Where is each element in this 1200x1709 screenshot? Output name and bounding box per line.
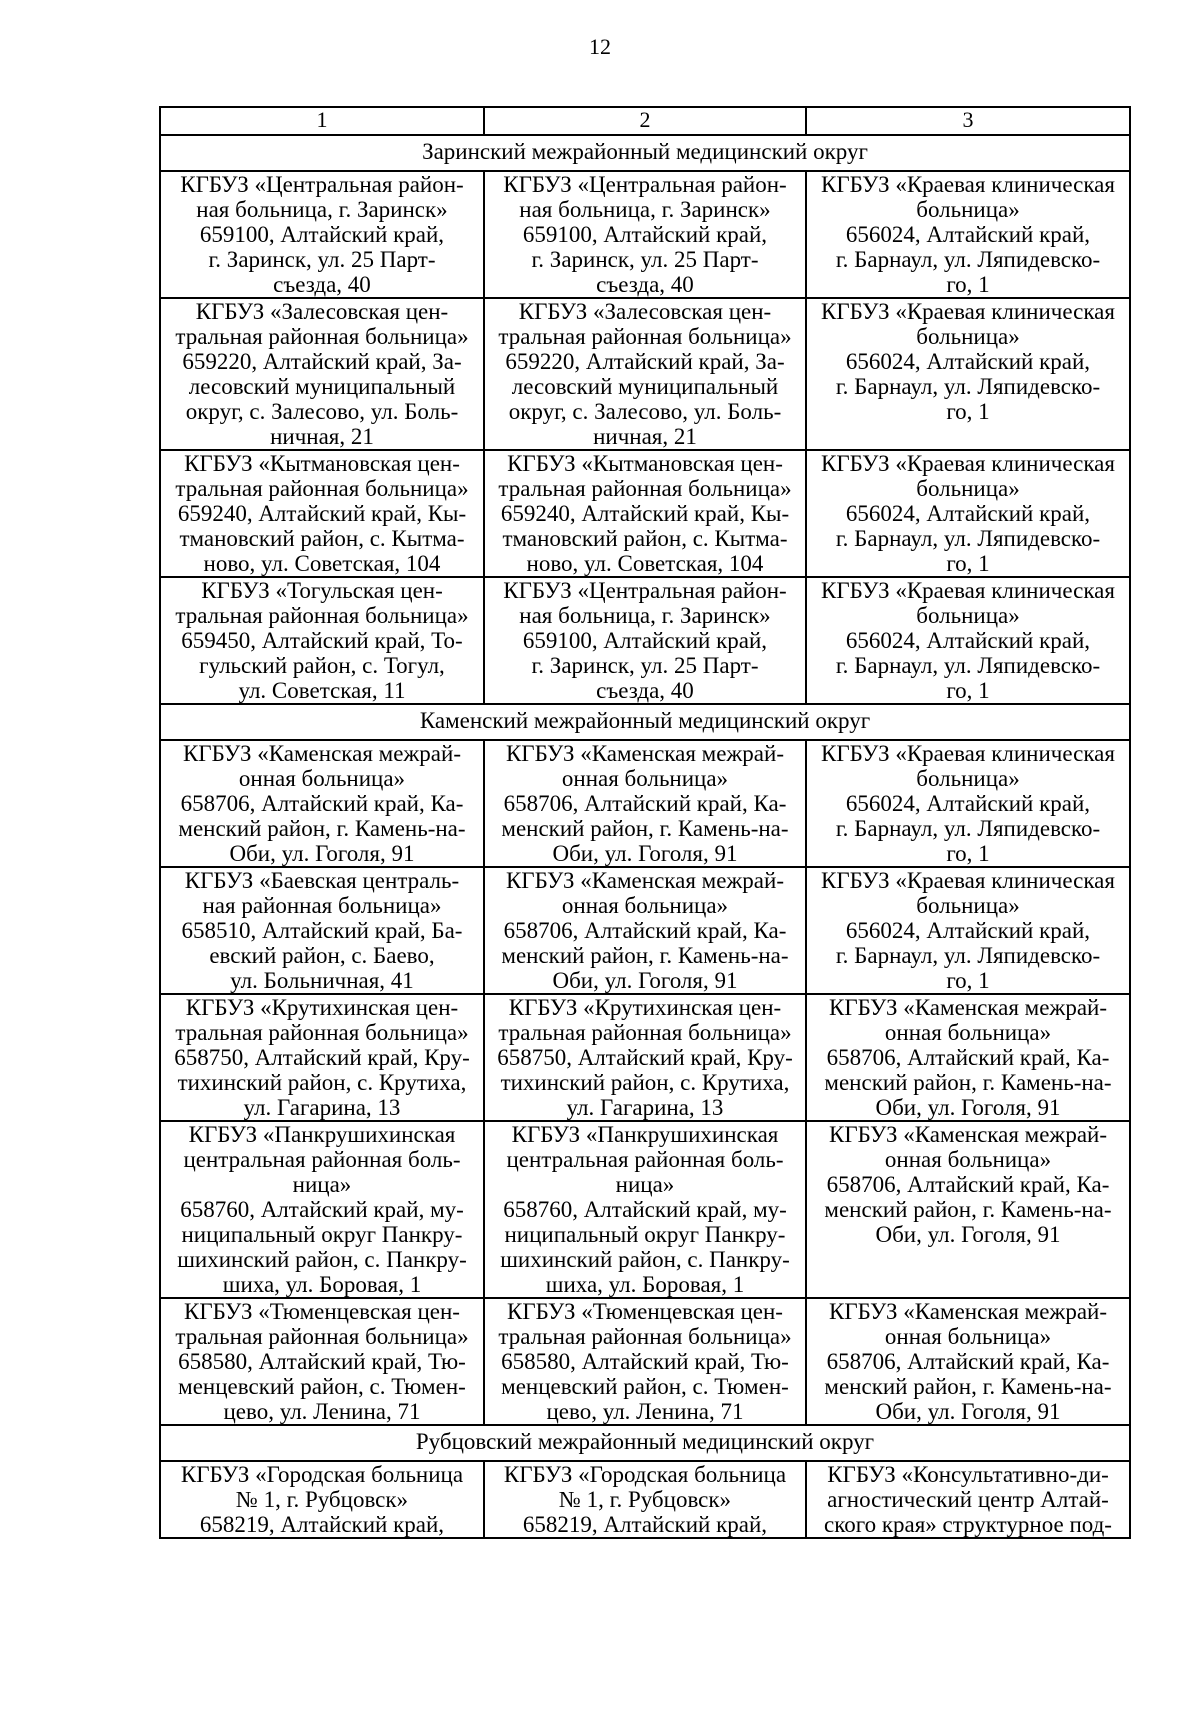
cell-line: ул. Советская, 11 bbox=[238, 678, 406, 703]
cell-line: 656024, Алтайский край, bbox=[845, 501, 1091, 526]
cell-line: го, 1 bbox=[946, 399, 990, 424]
page-number: 12 bbox=[589, 34, 611, 59]
table-cell bbox=[160, 740, 484, 867]
table-cell bbox=[484, 867, 806, 994]
cell-line: КГБУЗ «Залесовская цен- bbox=[518, 299, 772, 324]
table-cell bbox=[806, 1298, 1130, 1425]
cell-line: тральная районная больница» bbox=[498, 1020, 792, 1045]
table-cell bbox=[484, 577, 806, 704]
cell-line: 659450, Алтайский край, То- bbox=[181, 628, 463, 653]
cell-line: ничная, 21 bbox=[270, 424, 374, 449]
cell-line: КГБУЗ «Кытмановская цен- bbox=[184, 451, 460, 476]
table-cell bbox=[806, 577, 1130, 704]
table-cell bbox=[806, 450, 1130, 577]
cell-line: г. Барнаул, ул. Ляпидевско- bbox=[835, 653, 1101, 678]
cell-line: 656024, Алтайский край, bbox=[845, 349, 1091, 374]
table-cell bbox=[160, 1298, 484, 1425]
organizations-table bbox=[159, 106, 1131, 1539]
cell-line: ул. Гагарина, 13 bbox=[566, 1095, 724, 1120]
district-header-row bbox=[160, 704, 1130, 740]
table-row bbox=[160, 450, 1130, 577]
cell-line: 658706, Алтайский край, Ка- bbox=[826, 1349, 1110, 1374]
cell-line: го, 1 bbox=[946, 841, 990, 866]
cell-line: менский район, г. Камень-на- bbox=[824, 1197, 1112, 1222]
cell-line: 658580, Алтайский край, Тю- bbox=[501, 1349, 789, 1374]
cell-line: 658219, Алтайский край, bbox=[522, 1512, 768, 1537]
cell-line: 658760, Алтайский край, му- bbox=[180, 1197, 464, 1222]
cell-line: менский район, г. Камень-на- bbox=[178, 816, 466, 841]
cell-line: КГБУЗ «Тюменцевская цен- bbox=[184, 1299, 460, 1324]
table-row bbox=[160, 171, 1130, 298]
cell-line: г. Барнаул, ул. Ляпидевско- bbox=[835, 943, 1101, 968]
cell-line: Оби, ул. Гоголя, 91 bbox=[552, 968, 738, 993]
table-row bbox=[160, 1121, 1130, 1298]
cell-line: го, 1 bbox=[946, 551, 990, 576]
cell-line: ново, ул. Советская, 104 bbox=[526, 551, 764, 576]
cell-line: г. Барнаул, ул. Ляпидевско- bbox=[835, 374, 1101, 399]
table-cell bbox=[806, 740, 1130, 867]
table-row bbox=[160, 867, 1130, 994]
cell-line: больница» bbox=[916, 893, 1020, 918]
cell-line: шихинский район, с. Панкру- bbox=[177, 1247, 467, 1272]
cell-line: г. Заринск, ул. 25 Парт- bbox=[531, 653, 759, 678]
cell-line: менский район, г. Камень-на- bbox=[824, 1374, 1112, 1399]
cell-line: ная больница, г. Заринск» bbox=[196, 197, 448, 222]
cell-line: тральная районная больница» bbox=[498, 324, 792, 349]
table-cell bbox=[160, 867, 484, 994]
cell-line: КГБУЗ «Каменская межрай- bbox=[828, 1122, 1107, 1147]
cell-line: КГБУЗ «Городская больница bbox=[180, 1462, 464, 1487]
table-row bbox=[160, 994, 1130, 1121]
cell-line: Оби, ул. Гоголя, 91 bbox=[875, 1095, 1061, 1120]
cell-line: КГБУЗ «Краевая клиническая bbox=[821, 172, 1115, 197]
cell-line: тральная районная больница» bbox=[498, 476, 792, 501]
cell-line: го, 1 bbox=[946, 272, 990, 297]
cell-line: съезда, 40 bbox=[596, 272, 694, 297]
district-title: Заринский межрайонный медицинский округ bbox=[160, 135, 1130, 171]
cell-line: центральная районная боль- bbox=[183, 1147, 461, 1172]
cell-line: № 1, г. Рубцовск» bbox=[558, 1487, 732, 1512]
cell-line: съезда, 40 bbox=[273, 272, 371, 297]
table-cell bbox=[806, 298, 1130, 450]
cell-line: ная больница, г. Заринск» bbox=[519, 197, 771, 222]
cell-line: г. Заринск, ул. 25 Парт- bbox=[208, 247, 436, 272]
table-cell bbox=[484, 740, 806, 867]
cell-line: тихинский район, с. Крутиха, bbox=[177, 1070, 467, 1095]
district-header-row bbox=[160, 1425, 1130, 1461]
cell-line: ница» bbox=[615, 1172, 675, 1197]
cell-line: шиха, ул. Боровая, 1 bbox=[545, 1272, 745, 1297]
cell-line: ского края» структурное под- bbox=[824, 1512, 1112, 1537]
cell-line: КГБУЗ «Каменская межрай- bbox=[182, 741, 461, 766]
cell-line: № 1, г. Рубцовск» bbox=[235, 1487, 409, 1512]
cell-line: КГБУЗ «Баевская централь- bbox=[184, 868, 460, 893]
cell-line: онная больница» bbox=[884, 1147, 1052, 1172]
cell-line: менцевский район, с. Тюмен- bbox=[501, 1374, 789, 1399]
cell-line: больница» bbox=[916, 476, 1020, 501]
table-cell bbox=[806, 1461, 1130, 1538]
column-number: 3 bbox=[806, 107, 1130, 135]
cell-line: цево, ул. Ленина, 71 bbox=[546, 1399, 744, 1424]
district-title: Каменский межрайонный медицинский округ bbox=[160, 704, 1130, 740]
cell-line: ная районная больница» bbox=[202, 893, 442, 918]
cell-line: больница» bbox=[916, 603, 1020, 628]
cell-line: го, 1 bbox=[946, 968, 990, 993]
cell-line: КГБУЗ «Залесовская цен- bbox=[195, 299, 449, 324]
table-row bbox=[160, 1461, 1130, 1538]
cell-line: 658750, Алтайский край, Кру- bbox=[497, 1045, 793, 1070]
cell-line: ничная, 21 bbox=[593, 424, 697, 449]
cell-line: 656024, Алтайский край, bbox=[845, 222, 1091, 247]
cell-line: больница» bbox=[916, 197, 1020, 222]
cell-line: КГБУЗ «Кытмановская цен- bbox=[507, 451, 783, 476]
cell-line: 658706, Алтайский край, Ка- bbox=[503, 791, 787, 816]
cell-line: тральная районная больница» bbox=[175, 476, 469, 501]
cell-line: онная больница» bbox=[884, 1324, 1052, 1349]
table-cell bbox=[484, 1461, 806, 1538]
cell-line: г. Барнаул, ул. Ляпидевско- bbox=[835, 816, 1101, 841]
cell-line: агностический центр Алтай- bbox=[827, 1487, 1109, 1512]
cell-line: онная больница» bbox=[561, 893, 729, 918]
cell-line: КГБУЗ «Краевая клиническая bbox=[821, 578, 1115, 603]
cell-line: тральная районная больница» bbox=[175, 603, 469, 628]
cell-line: КГБУЗ «Каменская межрай- bbox=[505, 868, 784, 893]
table-cell bbox=[484, 298, 806, 450]
table-row bbox=[160, 577, 1130, 704]
cell-line: цево, ул. Ленина, 71 bbox=[223, 1399, 421, 1424]
cell-line: съезда, 40 bbox=[596, 678, 694, 703]
table-cell bbox=[806, 1121, 1130, 1298]
table-cell bbox=[160, 171, 484, 298]
cell-line: шихинский район, с. Панкру- bbox=[500, 1247, 790, 1272]
table-body bbox=[160, 107, 1130, 1538]
cell-line: 658750, Алтайский край, Кру- bbox=[174, 1045, 470, 1070]
cell-line: КГБУЗ «Крутихинская цен- bbox=[185, 995, 459, 1020]
cell-line: 658760, Алтайский край, му- bbox=[503, 1197, 787, 1222]
cell-line: КГБУЗ «Центральная район- bbox=[503, 172, 787, 197]
cell-line: Оби, ул. Гоголя, 91 bbox=[875, 1399, 1061, 1424]
cell-line: КГБУЗ «Тогульская цен- bbox=[201, 578, 443, 603]
table-cell bbox=[160, 994, 484, 1121]
cell-line: КГБУЗ «Консультативно-ди- bbox=[827, 1462, 1109, 1487]
cell-line: 659100, Алтайский край, bbox=[522, 222, 768, 247]
cell-line: КГБУЗ «Каменская межрай- bbox=[505, 741, 784, 766]
cell-line: Оби, ул. Гоголя, 91 bbox=[875, 1222, 1061, 1247]
cell-line: 659220, Алтайский край, За- bbox=[182, 349, 462, 374]
table-cell bbox=[160, 1461, 484, 1538]
cell-line: КГБУЗ «Каменская межрай- bbox=[828, 995, 1107, 1020]
cell-line: 659240, Алтайский край, Кы- bbox=[500, 501, 790, 526]
district-header-row bbox=[160, 135, 1130, 171]
table-cell bbox=[806, 994, 1130, 1121]
cell-line: менский район, г. Камень-на- bbox=[501, 943, 789, 968]
cell-line: ница» bbox=[292, 1172, 352, 1197]
cell-line: КГБУЗ «Панкрушихинская bbox=[188, 1122, 456, 1147]
cell-line: тральная районная больница» bbox=[175, 324, 469, 349]
cell-line: го, 1 bbox=[946, 678, 990, 703]
cell-line: 659240, Алтайский край, Кы- bbox=[177, 501, 467, 526]
cell-line: 658706, Алтайский край, Ка- bbox=[503, 918, 787, 943]
cell-line: ул. Гагарина, 13 bbox=[243, 1095, 401, 1120]
table-cell bbox=[484, 1298, 806, 1425]
table-cell bbox=[806, 867, 1130, 994]
cell-line: ул. Больничная, 41 bbox=[230, 968, 414, 993]
cell-line: евский район, с. Баево, bbox=[209, 943, 435, 968]
column-number: 1 bbox=[160, 107, 484, 135]
cell-line: онная больница» bbox=[561, 766, 729, 791]
cell-line: КГБУЗ «Городская больница bbox=[503, 1462, 787, 1487]
cell-line: КГБУЗ «Центральная район- bbox=[180, 172, 464, 197]
cell-line: тмановский район, с. Кытма- bbox=[179, 526, 465, 551]
cell-line: лесовский муниципальный bbox=[188, 374, 456, 399]
table-cell bbox=[806, 171, 1130, 298]
cell-line: тральная районная больница» bbox=[175, 1020, 469, 1045]
table-cell bbox=[484, 994, 806, 1121]
cell-line: гульский район, с. Тогул, bbox=[199, 653, 445, 678]
cell-line: КГБУЗ «Панкрушихинская bbox=[511, 1122, 779, 1147]
cell-line: 656024, Алтайский край, bbox=[845, 791, 1091, 816]
cell-line: КГБУЗ «Краевая клиническая bbox=[821, 299, 1115, 324]
cell-line: ниципальный округ Панкру- bbox=[504, 1222, 786, 1247]
cell-line: г. Барнаул, ул. Ляпидевско- bbox=[835, 526, 1101, 551]
cell-line: тихинский район, с. Крутиха, bbox=[500, 1070, 790, 1095]
cell-line: менский район, г. Камень-на- bbox=[824, 1070, 1112, 1095]
cell-line: 659220, Алтайский край, За- bbox=[505, 349, 785, 374]
cell-line: округ, с. Залесово, ул. Боль- bbox=[185, 399, 459, 424]
column-number: 2 bbox=[484, 107, 806, 135]
cell-line: онная больница» bbox=[884, 1020, 1052, 1045]
cell-line: 658219, Алтайский край, bbox=[199, 1512, 445, 1537]
cell-line: больница» bbox=[916, 766, 1020, 791]
cell-line: КГБУЗ «Тюменцевская цен- bbox=[507, 1299, 783, 1324]
cell-line: 656024, Алтайский край, bbox=[845, 918, 1091, 943]
cell-line: 658510, Алтайский край, Ба- bbox=[181, 918, 463, 943]
table-row bbox=[160, 1298, 1130, 1425]
cell-line: КГБУЗ «Центральная район- bbox=[503, 578, 787, 603]
cell-line: 658706, Алтайский край, Ка- bbox=[826, 1172, 1110, 1197]
cell-line: г. Барнаул, ул. Ляпидевско- bbox=[835, 247, 1101, 272]
cell-line: тральная районная больница» bbox=[175, 1324, 469, 1349]
cell-line: 658706, Алтайский край, Ка- bbox=[180, 791, 464, 816]
cell-line: КГБУЗ «Краевая клиническая bbox=[821, 741, 1115, 766]
cell-line: КГБУЗ «Крутихинская цен- bbox=[508, 995, 782, 1020]
table-cell bbox=[484, 1121, 806, 1298]
cell-line: центральная районная боль- bbox=[506, 1147, 784, 1172]
cell-line: округ, с. Залесово, ул. Боль- bbox=[508, 399, 782, 424]
cell-line: КГБУЗ «Краевая клиническая bbox=[821, 451, 1115, 476]
cell-line: КГБУЗ «Краевая клиническая bbox=[821, 868, 1115, 893]
cell-line: 658580, Алтайский край, Тю- bbox=[178, 1349, 466, 1374]
cell-line: 656024, Алтайский край, bbox=[845, 628, 1091, 653]
table-cell bbox=[160, 298, 484, 450]
cell-line: ная больница, г. Заринск» bbox=[519, 603, 771, 628]
table-cell bbox=[160, 450, 484, 577]
cell-line: Оби, ул. Гоголя, 91 bbox=[552, 841, 738, 866]
cell-line: больница» bbox=[916, 324, 1020, 349]
column-number-row bbox=[160, 107, 1130, 135]
table-row bbox=[160, 740, 1130, 867]
cell-line: менцевский район, с. Тюмен- bbox=[178, 1374, 466, 1399]
table-cell bbox=[484, 171, 806, 298]
table-cell bbox=[484, 450, 806, 577]
district-title: Рубцовский межрайонный медицинский округ bbox=[160, 1425, 1130, 1461]
cell-line: КГБУЗ «Каменская межрай- bbox=[828, 1299, 1107, 1324]
cell-line: г. Заринск, ул. 25 Парт- bbox=[531, 247, 759, 272]
cell-line: ниципальный округ Панкру- bbox=[181, 1222, 463, 1247]
table-cell bbox=[160, 1121, 484, 1298]
cell-line: Оби, ул. Гоголя, 91 bbox=[229, 841, 415, 866]
cell-line: 659100, Алтайский край, bbox=[522, 628, 768, 653]
cell-line: тмановский район, с. Кытма- bbox=[502, 526, 788, 551]
cell-line: 658706, Алтайский край, Ка- bbox=[826, 1045, 1110, 1070]
cell-line: менский район, г. Камень-на- bbox=[501, 816, 789, 841]
cell-line: ново, ул. Советская, 104 bbox=[203, 551, 441, 576]
table-row bbox=[160, 298, 1130, 450]
cell-line: онная больница» bbox=[238, 766, 406, 791]
cell-line: шиха, ул. Боровая, 1 bbox=[222, 1272, 422, 1297]
table-cell bbox=[160, 577, 484, 704]
cell-line: лесовский муниципальный bbox=[511, 374, 779, 399]
cell-line: 659100, Алтайский край, bbox=[199, 222, 445, 247]
cell-line: тральная районная больница» bbox=[498, 1324, 792, 1349]
